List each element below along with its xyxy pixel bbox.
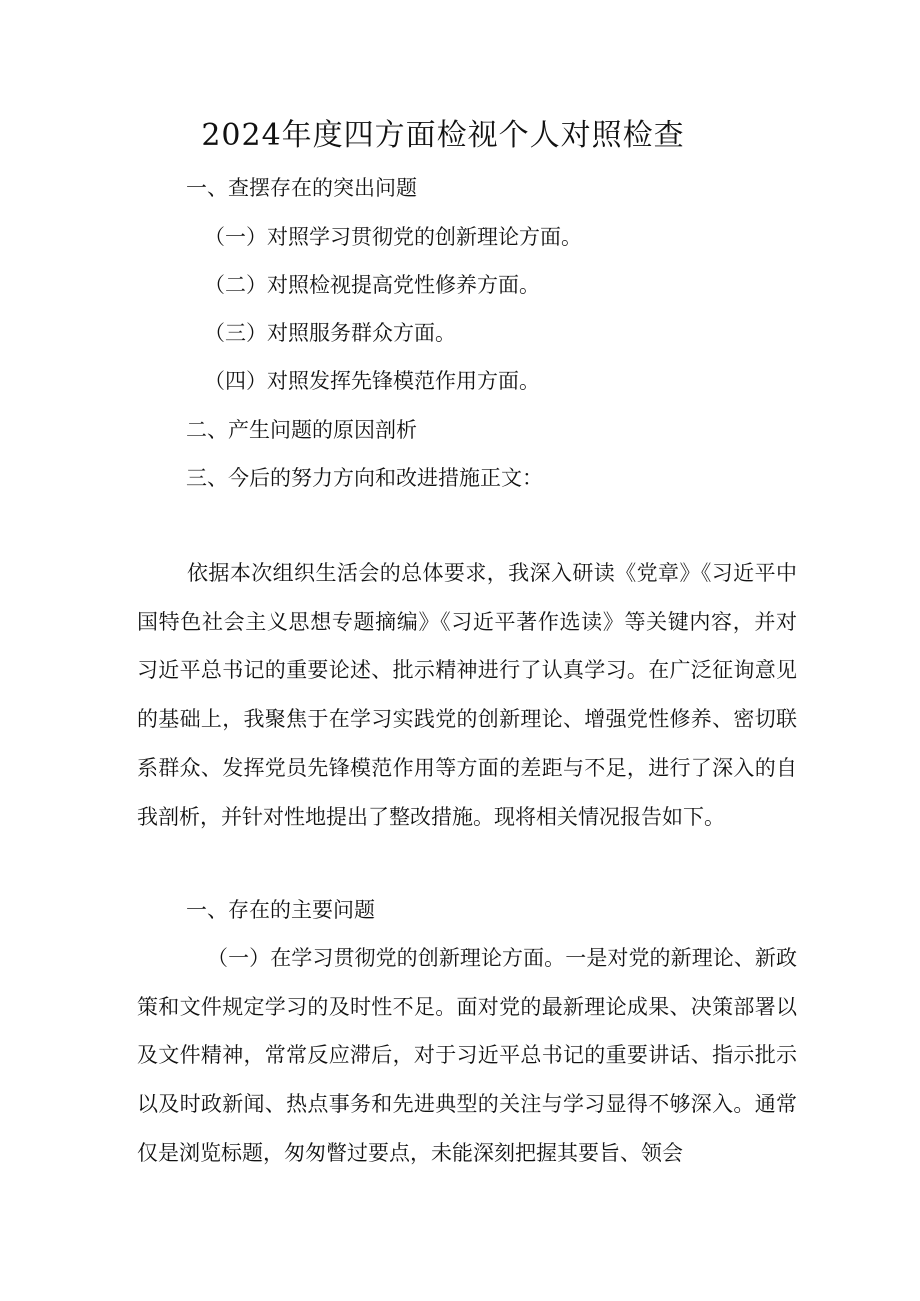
- outline-item-1: （一）对照学习贯彻党的创新理论方面。: [204, 225, 582, 249]
- outline-item-4: （四）对照发挥先锋模范作用方面。: [204, 369, 540, 393]
- section-heading: 一、存在的主要问题: [186, 898, 375, 922]
- document-title: 2024年度四方面检视个人对照检查: [201, 118, 685, 153]
- subsection-paragraph: （一）在学习贯彻党的创新理论方面。一是对党的新理论、新政策和文件规定学习的及时性不足。面对党的最新理论成果、决策部署以及文件精神，常常反应滞后，对于习近平总书记的重要讲话、指示批示以及时政新闻、热点事务和先进典型的关注与学习显得不够深入。通常仅是浏览标题，匆匆瞥过要点，未能深刻把握其要旨、领会: [137, 946, 797, 1165]
- outline-heading-2: 二、产生问题的原因剖析: [186, 418, 417, 442]
- outline-heading-3: 三、今后的努力方向和改进措施正文：: [186, 466, 543, 490]
- outline-heading-1: 一、查摆存在的突出问题: [186, 176, 417, 200]
- intro-paragraph: 依据本次组织生活会的总体要求，我深入研读《党章》《习近平中国特色社会主义思想专题摘编》《习近平著作选读》等关键内容，并对习近平总书记的重要论述、批示精神进行了认真学习。在广泛征询意见的基础上，我聚焦于在学习实践党的创新理论、增强党性修养、密切联系群众、发挥党员先锋模范作用等方面的差距与不足，进行了深入的自我剖析，并针对性地提出了整改措施。现将相关情况报告如下。: [137, 561, 797, 829]
- outline-item-3: （三）对照服务群众方面。: [204, 321, 456, 345]
- outline-item-2: （二）对照检视提高党性修养方面。: [204, 273, 540, 297]
